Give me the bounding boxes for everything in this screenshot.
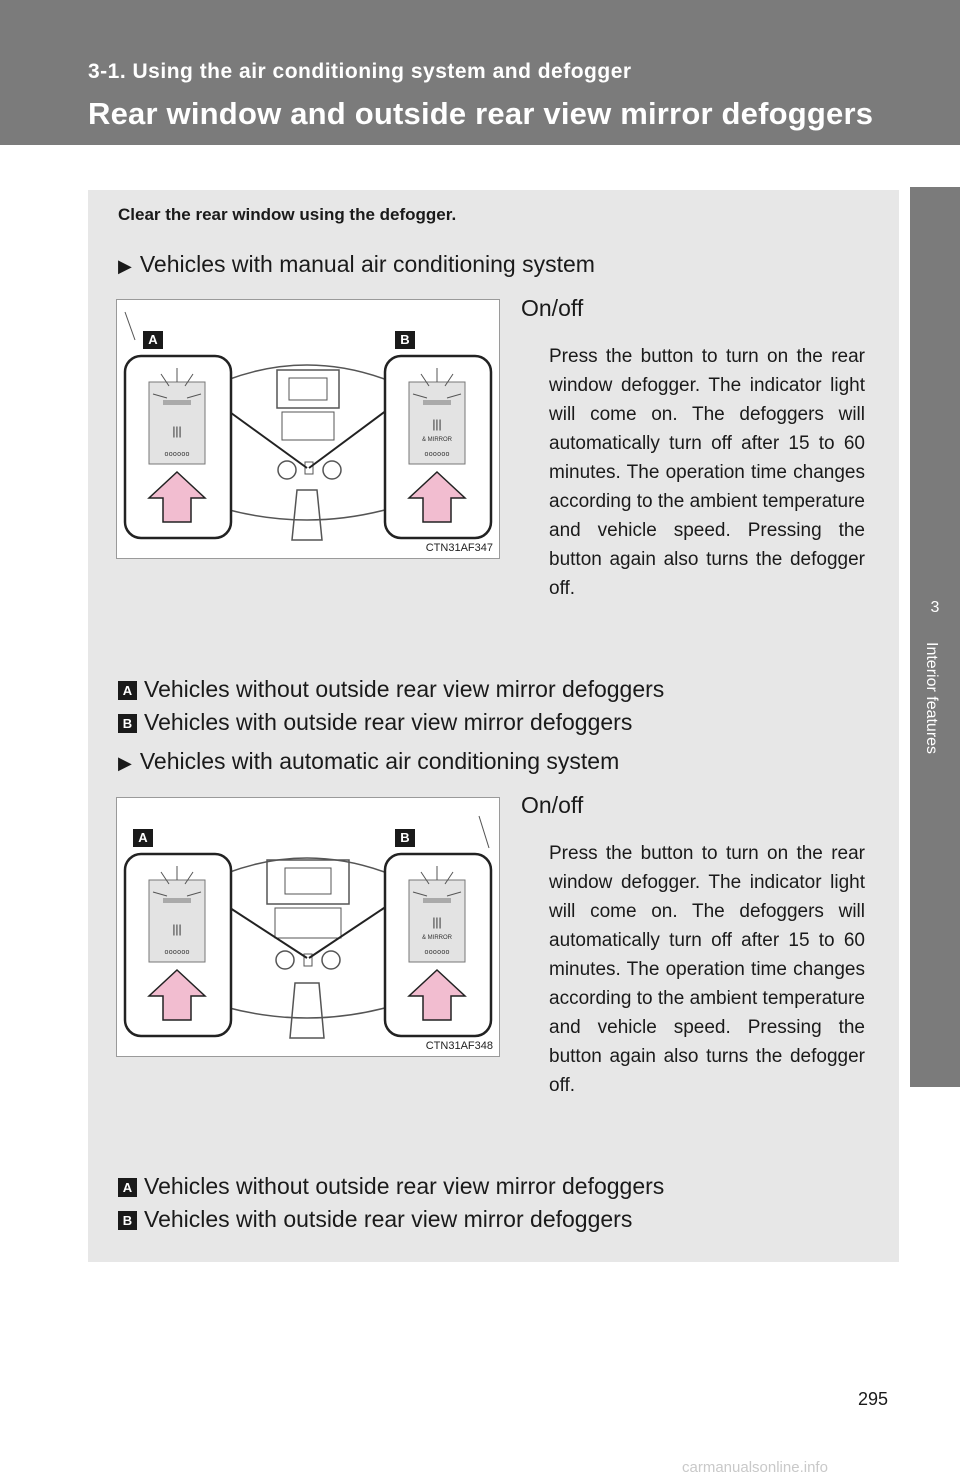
arrow-bullet-icon: ▶ <box>118 753 132 773</box>
section-title: 3-1. Using the air conditioning system and defogger <box>88 60 632 83</box>
svg-text:oooooo: oooooo <box>424 949 450 957</box>
callout-label-a: A <box>143 331 163 349</box>
svg-text:oooooo: oooooo <box>424 451 450 459</box>
variant-b-row: B Vehicles with outside rear view mirror defoggers <box>118 709 632 736</box>
svg-text:|||: ||| <box>172 424 182 438</box>
automatic-ac-illustration <box>116 797 500 1057</box>
label-b-icon: B <box>118 1211 137 1230</box>
page-header <box>0 0 960 145</box>
dashboard-illustration <box>117 798 499 1056</box>
variant-b-row: B Vehicles with outside rear view mirror defoggers <box>118 1206 632 1233</box>
intro-text: Clear the rear window using the defogger. <box>118 205 457 224</box>
manual-ac-illustration <box>116 299 500 559</box>
chapter-title: Interior features <box>923 642 940 755</box>
manual-ac-heading: ▶ Vehicles with manual air conditioning system <box>118 251 595 277</box>
variant-a-row: A Vehicles without outside rear view mirror defoggers <box>118 676 664 703</box>
step-description: Press the button to turn on the rear window defogger. The indicator light will come on. The defoggers will automatically turn off after 15 to 60 minutes. The operation time changes according to the ambient temperature and vehicle speed. Pressing the button again also turns the defogger off. <box>549 843 865 1096</box>
label-b-icon: B <box>118 714 137 733</box>
svg-text:oooooo: oooooo <box>164 949 190 957</box>
chapter-number: 3 <box>930 599 940 616</box>
figure-code: CTN31AF347 <box>425 542 493 554</box>
chapter-tab <box>910 187 960 1087</box>
svg-text:|||: ||| <box>432 915 442 929</box>
figure-code: CTN31AF348 <box>425 1040 493 1052</box>
label-a-icon: A <box>118 1178 137 1197</box>
svg-text:oooooo: oooooo <box>164 451 190 459</box>
label-a-icon: A <box>118 681 137 700</box>
variant-a-row: A Vehicles without outside rear view mirror defoggers <box>118 1173 664 1200</box>
callout-label-b: B <box>395 829 415 847</box>
automatic-ac-heading: ▶ Vehicles with automatic air conditioning system <box>118 748 620 774</box>
mirror-label: & MIRROR <box>422 935 452 941</box>
mirror-label: & MIRROR <box>422 437 452 443</box>
step-title: On/off <box>521 295 584 321</box>
step-title: On/off <box>521 792 584 818</box>
svg-text:|||: ||| <box>172 922 182 936</box>
callout-label-a: A <box>133 829 153 847</box>
page-number: 295 <box>858 1389 889 1409</box>
arrow-bullet-icon: ▶ <box>118 256 132 276</box>
callout-label-b: B <box>395 331 415 349</box>
dashboard-illustration <box>117 300 499 558</box>
watermark: carmanualsonline.info <box>682 1459 828 1476</box>
page-title: Rear window and outside rear view mirror defoggers <box>88 96 874 131</box>
svg-text:|||: ||| <box>432 417 442 431</box>
step-description: Press the button to turn on the rear window defogger. The indicator light will come on. The defoggers will automatically turn off after 15 to 60 minutes. The operation time changes according to the ambient temperature and vehicle speed. Pressing the button again also turns the defogger off. <box>549 346 865 599</box>
